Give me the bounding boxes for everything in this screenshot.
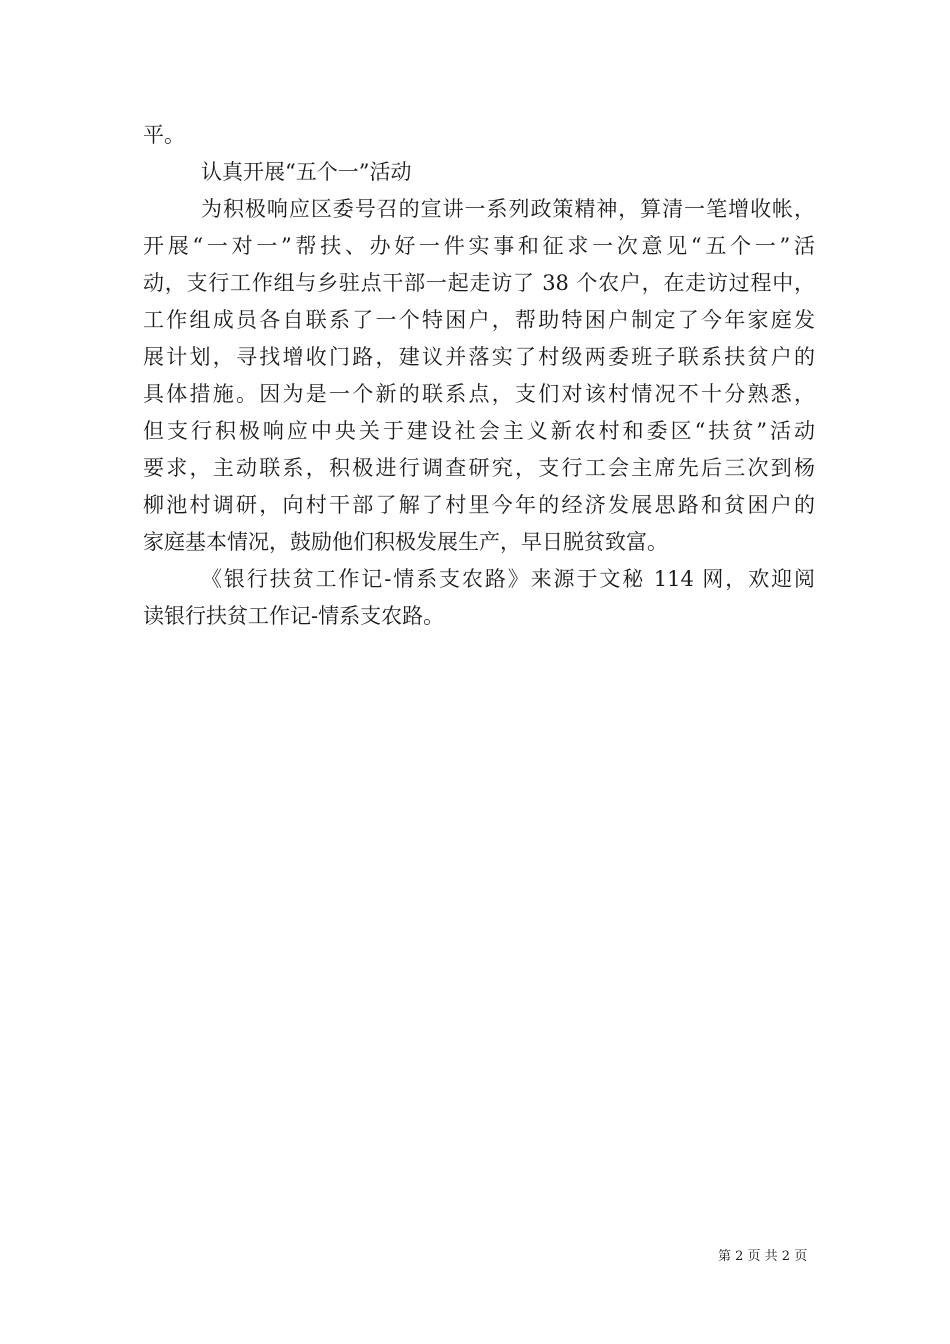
paragraph-line: 《银行扶贫工作记-情系支农路》来源于文秘 114 网，欢迎阅: [201, 567, 815, 591]
paragraph-line: 为积极响应区委号召的宣讲一系列政策精神，算清一笔增收帐，: [201, 197, 815, 221]
paragraph-line: 读银行扶贫工作记-情系支农路。: [143, 604, 445, 628]
paragraph-line: 开展“一对一”帮扶、办好一件实事和征求一次意见“五个一”活: [143, 234, 815, 258]
paragraph-line: 但支行积极响应中央关于建设社会主义新农村和委区“扶贫”活动: [143, 419, 815, 443]
paragraph-line: 柳池村调研，向村干部了解了村里今年的经济发展思路和贫困户的: [143, 493, 815, 517]
paragraph-line: 具体措施。因为是一个新的联系点，支们对该村情况不十分熟悉，: [143, 382, 815, 406]
paragraph-line: 要求，主动联系，积极进行调查研究，支行工会主席先后三次到杨: [143, 456, 815, 480]
section-heading: 认真开展“五个一”活动: [201, 160, 412, 184]
paragraph-line: 工作组成员各自联系了一个特困户，帮助特困户制定了今年家庭发: [143, 308, 815, 332]
paragraph-line: 动，支行工作组与乡驻点干部一起走访了 38 个农户，在走访过程中，: [143, 271, 815, 295]
page-number: 第 2 页 共 2 页: [718, 1249, 808, 1264]
body-text: [143, 117, 815, 635]
paragraph-line: 平。: [143, 123, 185, 147]
paragraph-line: 家庭基本情况，鼓励他们积极发展生产，早日脱贫致富。: [143, 530, 668, 554]
paragraph-line: 展计划，寻找增收门路，建议并落实了村级两委班子联系扶贫户的: [143, 345, 815, 369]
